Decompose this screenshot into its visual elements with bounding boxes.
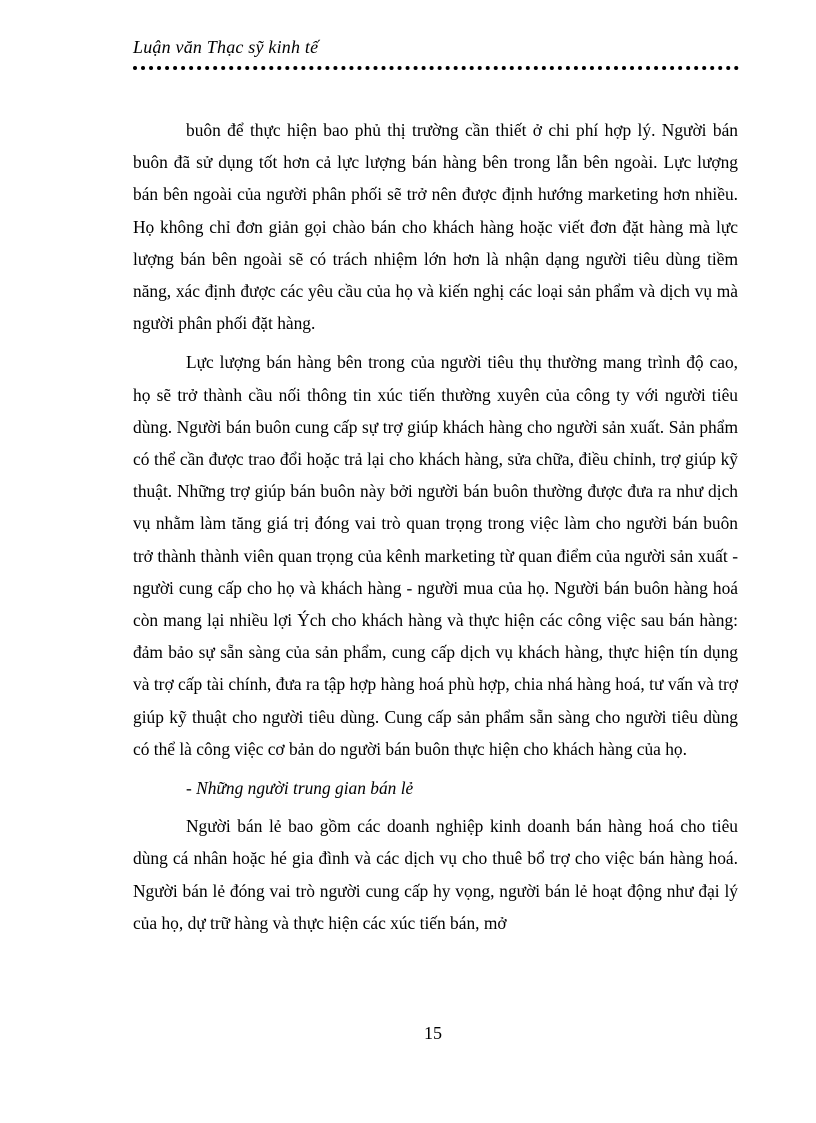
body-text	[133, 114, 738, 946]
subheading-retail-intermediaries: - Những người trung gian bán lẻ	[186, 778, 414, 799]
page-header	[133, 36, 743, 70]
header-title: Luận văn Thạc sỹ kinh tế	[133, 37, 319, 57]
paragraph-internal-sales-force: Lực lượng bán hàng bên trong của người tiêu thụ thường mang trình độ cao, họ sẽ trở thành cầu nối thông tin xúc tiến thường xuyên của công ty với người tiêu dùng. Người bán buôn cung cấp sự trợ giúp khách hàng cho người sản xuất. Sản phẩm có thể cần được trao đổi hoặc trả lại cho khách hàng, sửa chữa, điều chỉnh, trợ giúp kỹ thuật. Những trợ giúp bán buôn này bởi người bán buôn thường được đưa ra như dịch vụ nhằm làm tăng giá trị đóng vai trò quan trọng trong việc làm cho người bán buôn trở thành thành viên quan trọng của kênh marketing từ quan điểm của người sản xuất - người cung cấp cho họ và khách hàng - người mua của họ. Người bán buôn hàng hoá còn mang lại nhiều lợi Ých cho khách hàng và thực hiện các công việc sau bán hàng: đảm bảo sự sẵn sàng của sản phẩm, cung cấp dịch vụ khách hàng, thực hiện tín dụng và trợ cấp tài chính, đưa ra tập hợp hàng hoá phù hợp, chia nhá hàng hoá, tư vấn và trợ giúp kỹ thuật cho người tiêu dùng. Cung cấp sản phẩm sẵn sàng cho người tiêu dùng có thể là công việc cơ bản do người bán buôn thực hiện cho khách hàng của họ.	[133, 352, 738, 759]
page-number: 15	[424, 1023, 442, 1043]
paragraph-retailers: Người bán lẻ bao gồm các doanh nghiệp kinh doanh bán hàng hoá cho tiêu dùng cá nhân hoặc hé gia đình và các dịch vụ cho thuê bổ trợ cho việc bán hàng hoá. Người bán lẻ đóng vai trò người cung cấp hy vọng, người bán lẻ hoạt động như đại lý của họ, dự trữ hàng và thực hiện các xúc tiến bán, mở	[133, 816, 738, 933]
header-dotted-rule	[133, 66, 739, 70]
paragraph-wholesale-sales-force: buôn để thực hiện bao phủ thị trường cần thiết ở chi phí hợp lý. Người bán buôn đã sử dụng tốt hơn cả lực lượng bán hàng bên trong lẫn bên ngoài. Lực lượng bán bên ngoài của người phân phối sẽ trở nên được định hướng marketing hơn nhiều. Họ không chỉ đơn giản gọi chào bán cho khách hàng hoặc viết đơn đặt hàng mà lực lượng bán bên ngoài sẽ có trách nhiệm lớn hơn là nhận dạng người tiêu dùng tiềm năng, xác định được các yêu cầu của họ và kiến nghị các loại sản phẩm và dịch vụ mà người phân phối đặt hàng.	[133, 120, 738, 334]
